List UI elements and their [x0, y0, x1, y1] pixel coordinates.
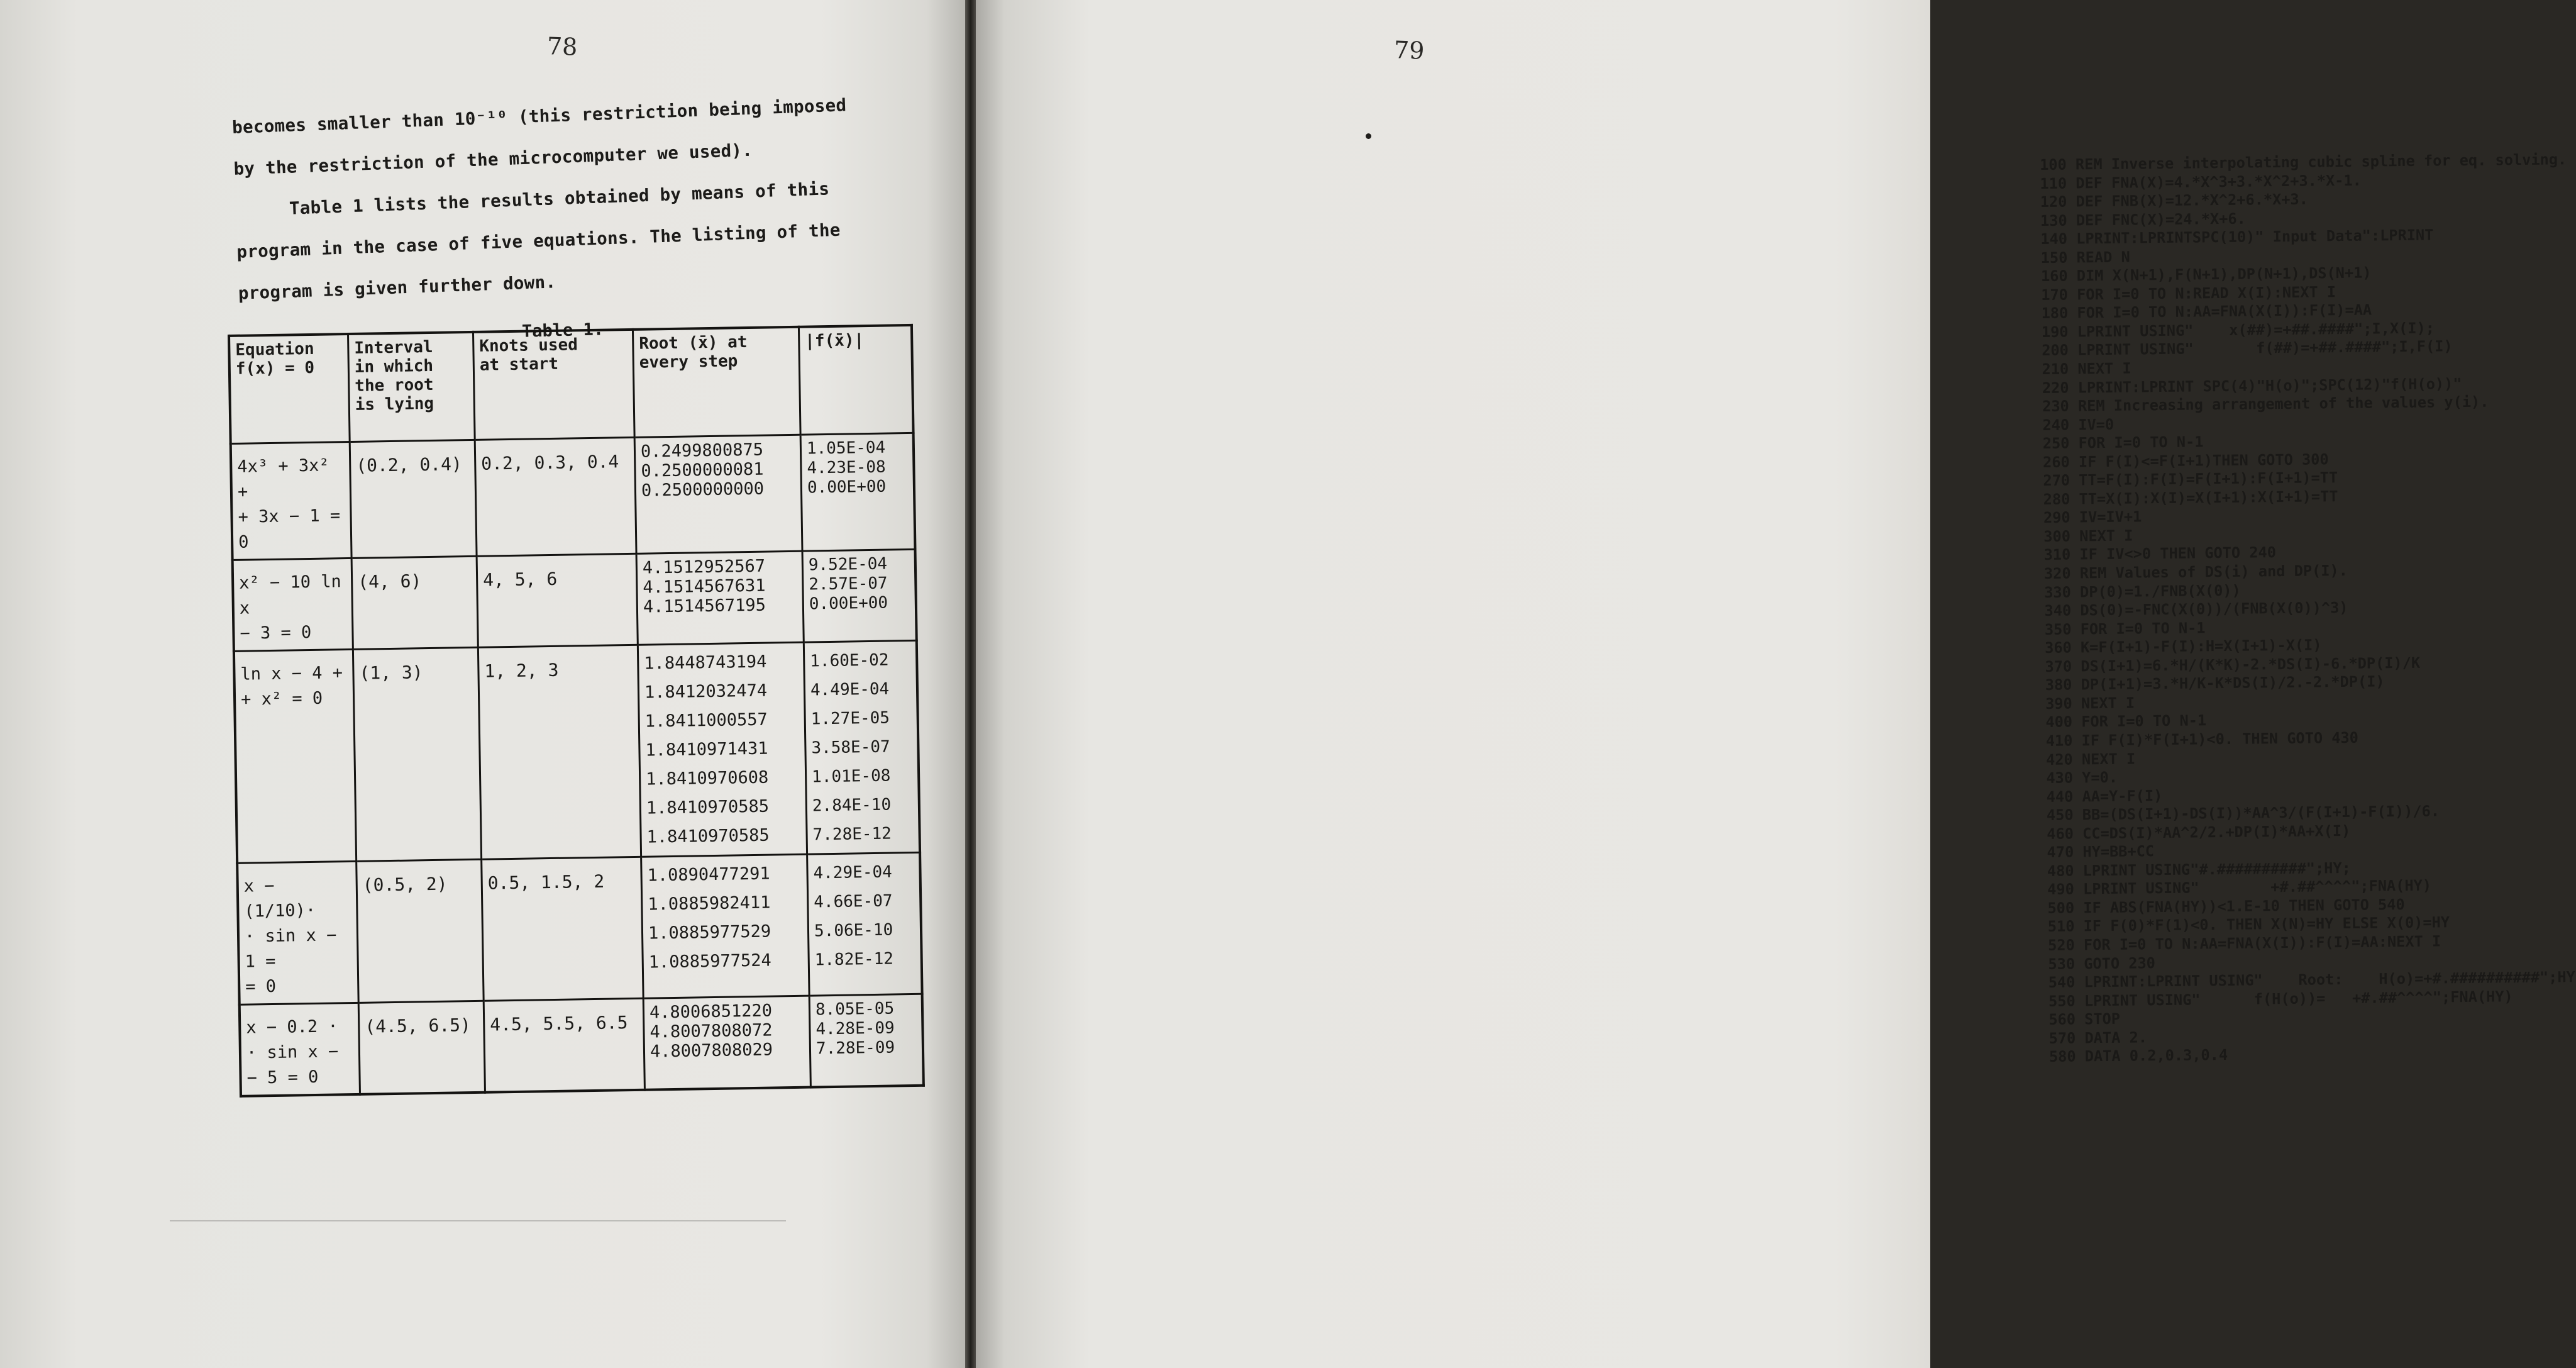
code-line: 580 DATA 0.2,0.3,0.4 — [2048, 1046, 2228, 1066]
interval-cell: (0.2, 0.4) — [350, 440, 477, 558]
knots-cell: 4.5, 5.5, 6.5 — [484, 998, 644, 1092]
code-line: 130 DEF FNC(X)=24.*X+6. — [2040, 209, 2246, 230]
page-fold-line — [170, 1220, 786, 1221]
equation-line: x − 0.2 · — [246, 1016, 338, 1038]
f-value: 7.28E-12 — [812, 824, 892, 845]
root-cell — [643, 996, 810, 1090]
header-line: at start — [479, 354, 559, 375]
root-value: 0.2500000081 — [641, 459, 764, 481]
code-line: 460 CC=DS(I)*AA^2/2.+DP(I)*AA+X(I) — [2047, 821, 2351, 843]
f-value-cell — [800, 433, 915, 551]
root-value: 1.8412032474 — [644, 681, 768, 703]
header-equation — [229, 334, 350, 443]
equation-line: x² − 10 ln x — [238, 572, 341, 618]
code-line: 470 HY=BB+CC — [2047, 842, 2155, 862]
equation-line: · sin x − 1 = — [244, 925, 337, 972]
code-line: 440 AA=Y-F(I) — [2046, 786, 2163, 806]
equation-line: ln x − 4 + — [240, 663, 343, 684]
code-line: 330 DP(0)=1./FNB(X(0)) — [2044, 581, 2241, 601]
page-number: 78 — [546, 32, 578, 61]
code-line: 410 IF F(I)*F(I+1)<0. THEN GOTO 430 — [2045, 728, 2359, 750]
root-value: 4.8007808072 — [650, 1020, 773, 1042]
f-value: 3.58E-07 — [811, 737, 890, 758]
header-line: f(x) = 0 — [235, 358, 315, 379]
root-value: 1.8410970585 — [646, 796, 770, 818]
f-value-cell — [807, 852, 922, 996]
equation-cell — [240, 1003, 360, 1096]
equation-line: − 3 = 0 — [240, 622, 312, 643]
code-line: 490 LPRINT USING" +#.##^^^^";FNA(HY) — [2047, 876, 2432, 899]
text-line: program is given further down. — [238, 272, 556, 304]
knots-cell: 4, 5, 6 — [477, 553, 638, 647]
code-line: 500 IF ABS(FNA(HY))<1.E-10 THEN GOTO 540 — [2047, 895, 2405, 917]
f-value: 0.00E+00 — [809, 593, 888, 614]
code-line: 110 DEF FNA(X)=4.*X^3+3.*X^2+3.*X-1. — [2040, 171, 2362, 192]
code-line: 280 TT=X(I):X(I)=X(I+1):X(I+1)=TT — [2043, 487, 2338, 508]
root-value: 1.0885977529 — [648, 921, 771, 943]
code-line: 100 REM Inverse interpolating cubic spline for eq. solving. — [2040, 150, 2567, 174]
code-line: 220 LPRINT:LPRINT SPC(4)"H(o)";SPC(12)"f(H(o))" — [2042, 374, 2462, 397]
table-caption: Table 1. — [521, 320, 604, 342]
code-line: 190 LPRINT USING" x(##)=+##.####";I,X(I); — [2041, 319, 2435, 341]
f-value: 1.60E-02 — [810, 650, 889, 671]
f-value-cell — [804, 640, 920, 854]
f-value: 4.29E-04 — [813, 862, 893, 883]
equation-line: − 5 = 0 — [246, 1067, 319, 1088]
header-line: the root — [355, 375, 434, 396]
code-line: 230 REM Increasing arrangement of the values y(i). — [2042, 392, 2489, 416]
code-line: 140 LPRINT:LPRINTSPC(10)" Input Data":LPRINT — [2040, 226, 2434, 248]
knots-cell: 0.2, 0.3, 0.4 — [475, 437, 636, 556]
root-value: 1.8411000557 — [644, 709, 768, 731]
f-value: 4.49E-04 — [810, 679, 890, 700]
table-row — [240, 994, 924, 1096]
code-line: 120 DEF FNB(X)=12.*X^2+6.*X+3. — [2040, 190, 2309, 211]
root-value: 1.8410970608 — [645, 767, 769, 789]
root-value: 1.0885982411 — [648, 893, 771, 915]
equation-line: · sin x − — [246, 1042, 339, 1063]
code-line: 250 FOR I=0 TO N-1 — [2042, 433, 2204, 453]
f-value: 9.52E-04 — [808, 554, 888, 575]
code-line: 200 LPRINT USING" f(##)=+##.####";I,F(I) — [2042, 337, 2453, 360]
equation-line: + 3x − 1 = 0 — [238, 506, 341, 552]
text-line: becomes smaller than 10⁻¹⁰ (this restriction being imposed — [231, 95, 847, 138]
root-value: 1.0885977524 — [648, 950, 772, 972]
equation-cell — [237, 861, 358, 1004]
right-page — [976, 0, 2575, 1368]
ink-dot — [1366, 133, 1371, 139]
f-value-cell — [802, 549, 917, 642]
knots-cell: 1, 2, 3 — [478, 645, 641, 859]
root-value: 0.2500000000 — [641, 479, 765, 501]
f-value: 1.27E-05 — [810, 708, 890, 729]
results-table — [228, 324, 925, 1098]
code-line: 350 FOR I=0 TO N-1 — [2044, 618, 2206, 638]
code-line: 240 IV=0 — [2042, 415, 2114, 434]
code-line: 420 NEXT I — [2045, 749, 2136, 769]
root-cell — [641, 854, 810, 998]
code-line: 260 IF F(I)<=F(I+1)THEN GOTO 300 — [2042, 450, 2329, 471]
header-line: Interval — [354, 337, 433, 358]
code-line: 290 IV=IV+1 — [2043, 508, 2142, 527]
f-value: 1.82E-12 — [814, 949, 894, 970]
code-line: 480 LPRINT USING"#.##########";HY; — [2047, 859, 2351, 880]
knots-cell: 0.5, 1.5, 2 — [482, 857, 644, 1001]
table-row — [237, 852, 922, 1004]
code-line: 360 K=F(I+1)-F(I):H=X(I+1)-X(I) — [2045, 636, 2322, 657]
code-line: 400 FOR I=0 TO N-1 — [2045, 711, 2207, 731]
code-line: 270 TT=F(I):F(I)=F(I+1):F(I+1)=TT — [2043, 469, 2338, 490]
table-header-row — [229, 325, 914, 444]
root-value: 1.8410970585 — [646, 825, 770, 847]
code-line: 340 DS(0)=-FNC(X(0))/(FNB(X(0))^3) — [2044, 599, 2348, 620]
root-cell — [634, 435, 802, 553]
code-line: 210 NEXT I — [2042, 359, 2131, 378]
f-value: 2.57E-07 — [809, 574, 888, 594]
left-page — [0, 0, 965, 1368]
header-root — [633, 327, 800, 438]
equation-line: 4x³ + 3x² + — [237, 455, 329, 502]
text-line: program in the case of five equations. The listing of the — [236, 220, 841, 262]
code-line: 170 FOR I=0 TO N:READ X(I):NEXT I — [2041, 282, 2336, 304]
text-line: by the restriction of the microcomputer we used). — [233, 140, 753, 179]
code-line: 320 REM Values of DS(i) and DP(I). — [2043, 561, 2348, 582]
code-line: 570 DATA 2. — [2048, 1028, 2148, 1047]
book-gutter — [965, 0, 976, 1368]
table-row — [231, 433, 915, 560]
code-line: 540 LPRINT:LPRINT USING" Root: H(o)=+#.##########";HY — [2048, 968, 2575, 991]
root-value: 1.8410971431 — [645, 738, 768, 760]
code-line: 310 IF IV<>0 THEN GOTO 240 — [2043, 543, 2277, 564]
table-row — [234, 640, 920, 863]
code-line: 550 LPRINT USING" f(H(o))= +#.##^^^^";FNA(HY) — [2048, 987, 2513, 1010]
code-line: 160 DIM X(N+1),F(N+1),DP(N+1),DS(N+1) — [2040, 264, 2372, 286]
root-cell — [638, 642, 807, 857]
root-value: 4.1514567195 — [643, 595, 766, 617]
body-text — [231, 82, 905, 314]
header-interval — [348, 332, 475, 442]
table-row — [233, 549, 917, 651]
f-value: 4.23E-08 — [807, 457, 886, 478]
f-value: 1.05E-04 — [806, 438, 886, 459]
root-value: 4.1512952567 — [642, 556, 766, 578]
code-line: 150 READ N — [2040, 248, 2130, 267]
page-number: 79 — [1393, 36, 1425, 65]
code-line: 430 Y=0. — [2046, 768, 2118, 787]
code-line: 390 NEXT I — [2045, 694, 2135, 713]
code-line: 520 FOR I=0 TO N:AA=FNA(X(I)):F(I)=AA:NEXT I — [2047, 932, 2441, 954]
f-value: 8.05E-05 — [815, 999, 895, 1020]
f-value: 7.28E-09 — [815, 1038, 895, 1059]
header-line: Knots used — [479, 335, 578, 356]
f-value: 2.84E-10 — [812, 795, 892, 816]
f-value-cell — [809, 994, 924, 1087]
header-abs-f — [799, 325, 913, 435]
code-line: 300 NEXT I — [2043, 526, 2133, 545]
equation-cell — [234, 649, 357, 863]
code-line: 560 STOP — [2048, 1009, 2121, 1029]
text-line: Table 1 lists the results obtained by means of this — [289, 179, 830, 219]
header-line: in which — [354, 356, 434, 377]
root-cell — [636, 551, 804, 645]
interval-cell: (1, 3) — [353, 647, 481, 861]
root-value: 1.8448743194 — [644, 652, 767, 674]
interval-cell: (0.5, 2) — [357, 859, 484, 1003]
f-value: 4.28E-09 — [815, 1018, 895, 1039]
equation-line: x − (1/10)· — [243, 876, 316, 921]
root-value: 4.8007808029 — [650, 1040, 773, 1062]
header-line: Root (x̄) at — [639, 333, 748, 353]
code-line: 380 DP(I+1)=3.*H/K-K*DS(I)/2.-2.*DP(I) — [2045, 672, 2385, 694]
root-value: 0.2499800875 — [640, 440, 764, 462]
code-line: 510 IF F(0)*F(1)<0. THEN X(N)=HY ELSE X(0)=HY — [2047, 913, 2450, 936]
header-line: Equation — [235, 339, 314, 360]
interval-cell: (4.5, 6.5) — [358, 1001, 485, 1094]
equation-cell — [233, 558, 353, 651]
code-line: 180 FOR I=0 TO N:AA=FNA(X(I)):F(I)=AA — [2041, 301, 2372, 323]
root-value: 4.8006851220 — [649, 1001, 773, 1023]
equation-line: = 0 — [245, 976, 277, 997]
header-line: is lying — [355, 394, 434, 414]
header-line: |f(x̄)| — [805, 331, 865, 351]
root-value: 4.1514567631 — [643, 576, 766, 598]
f-value: 1.01E-08 — [811, 766, 891, 787]
interval-cell: (4, 6) — [351, 556, 478, 649]
code-line: 370 DS(I+1)=6.*H/(K*K)-2.*DS(I)-6.*DP(I)/K — [2045, 653, 2421, 676]
code-line: 450 BB=(DS(I+1)-DS(I))*AA^3/(F(I+1)-F(I))/6. — [2046, 802, 2440, 825]
f-value: 5.06E-10 — [814, 920, 893, 941]
equation-cell — [231, 442, 351, 560]
f-value: 0.00E+00 — [807, 477, 887, 498]
root-value: 1.0890477291 — [647, 864, 770, 886]
header-line: every step — [639, 352, 738, 372]
equation-line: + x² = 0 — [240, 688, 323, 709]
basic-program-listing — [2040, 150, 2576, 1066]
code-line: 530 GOTO 230 — [2048, 954, 2156, 973]
header-knots — [473, 330, 634, 440]
f-value: 4.66E-07 — [814, 891, 893, 912]
